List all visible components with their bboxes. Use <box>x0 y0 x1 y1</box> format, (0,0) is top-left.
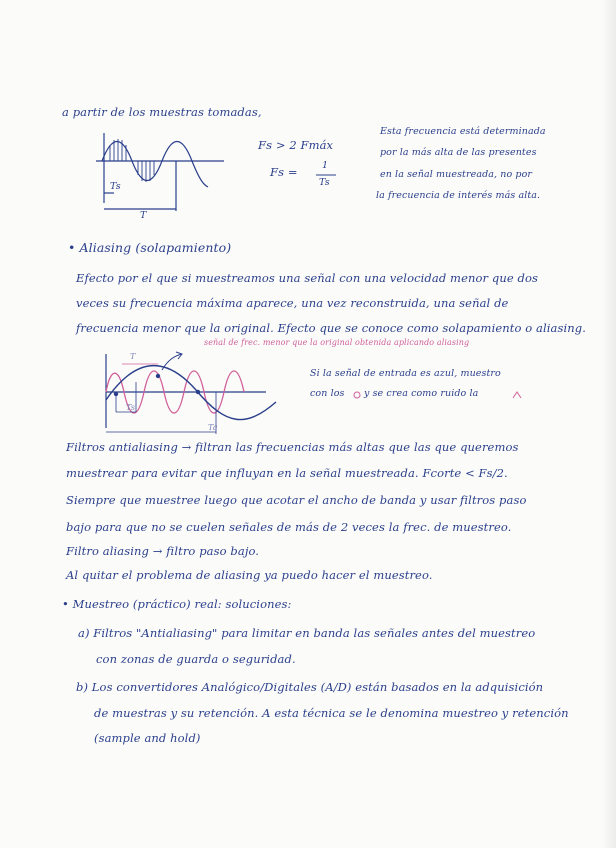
fig1-t-label: T <box>140 210 147 221</box>
intro-line: a partir de los muestras tomadas, <box>62 105 262 119</box>
para2-line-1: Filtros antialiasing → filtran las frecuencias más altas que las que queremos <box>66 440 519 454</box>
para2-line-3: Siempre que muestree luego que acotar el ancho de banda y usar filtros paso <box>66 493 527 507</box>
para1-line-3: frecuencia menor que la original. Efecto que se conoce como solapamiento o aliasing. <box>76 321 587 335</box>
sampled-sine-figure <box>96 125 226 220</box>
solution-b-line-2: de muestras y su retención. A esta técnica se le denomina muestreo y retención <box>94 706 569 720</box>
freq-note-line-1: Esta frecuencia está determinada <box>380 126 546 137</box>
fig2-ta-label: Ta <box>208 423 218 432</box>
fs-formula-numerator: 1 <box>322 160 329 171</box>
side-note-line-2b: y se crea como ruido la <box>364 388 479 399</box>
fraction-bar <box>316 174 338 176</box>
sample-mark-icon <box>352 390 362 400</box>
aliasing-heading: • Aliasing (solapamiento) <box>68 240 232 255</box>
page-edge-shadow <box>602 0 616 848</box>
freq-note-line-4: la frecuencia de interés más alta. <box>376 190 541 201</box>
para2-line-5: Filtro aliasing → filtro paso bajo. <box>66 544 260 558</box>
para2-line-2: muestrear para evitar que influyan en la señal muestreada. Fcorte < Fs/2. <box>66 466 508 480</box>
para2-line-6: Al quitar el problema de aliasing ya puedo hacer el muestreo. <box>66 568 433 582</box>
fs-formula-denominator: Ts <box>319 177 330 188</box>
fig2-note: señal de frec. menor que la original obtenida aplicando aliasing <box>204 338 470 347</box>
freq-note-line-3: en la señal muestreada, no por <box>380 169 533 180</box>
solution-b-line-3: (sample and hold) <box>94 731 201 745</box>
solution-a-line-1: a) Filtros "Antialiasing" para limitar en banda las señales antes del muestreo <box>78 626 536 640</box>
para1-line-2: veces su frecuencia máxima aparece, una vez reconstruida, una señal de <box>76 296 509 310</box>
fs-formula-lhs: Fs = <box>270 165 298 179</box>
solution-a-line-2: con zonas de guarda o seguridad. <box>96 652 296 666</box>
side-note-line-2a: con los <box>310 388 345 399</box>
para2-line-4: bajo para que no se cuelen señales de más de 2 veces la frec. de muestreo. <box>66 520 512 534</box>
fig2-t-label: T <box>130 352 136 361</box>
noise-mark-icon <box>512 390 522 400</box>
freq-note-line-2: por la más alta de las presentes <box>380 147 537 158</box>
solution-b-line-1: b) Los convertidores Analógico/Digitales (A/D) están basados en la adquisición <box>76 680 544 694</box>
side-note-line-1: Si la señal de entrada es azul, muestro <box>310 368 501 379</box>
solutions-title: • Muestreo (práctico) real: soluciones: <box>62 597 292 611</box>
nyquist-formula: Fs > 2 Fmáx <box>258 138 334 152</box>
para1-line-1: Efecto por el que si muestreamos una señal con una velocidad menor que dos <box>76 271 538 285</box>
fig2-ts-label: Ts <box>126 403 136 412</box>
fig1-ts-label: Ts <box>110 181 121 192</box>
aliasing-figure <box>96 350 296 440</box>
